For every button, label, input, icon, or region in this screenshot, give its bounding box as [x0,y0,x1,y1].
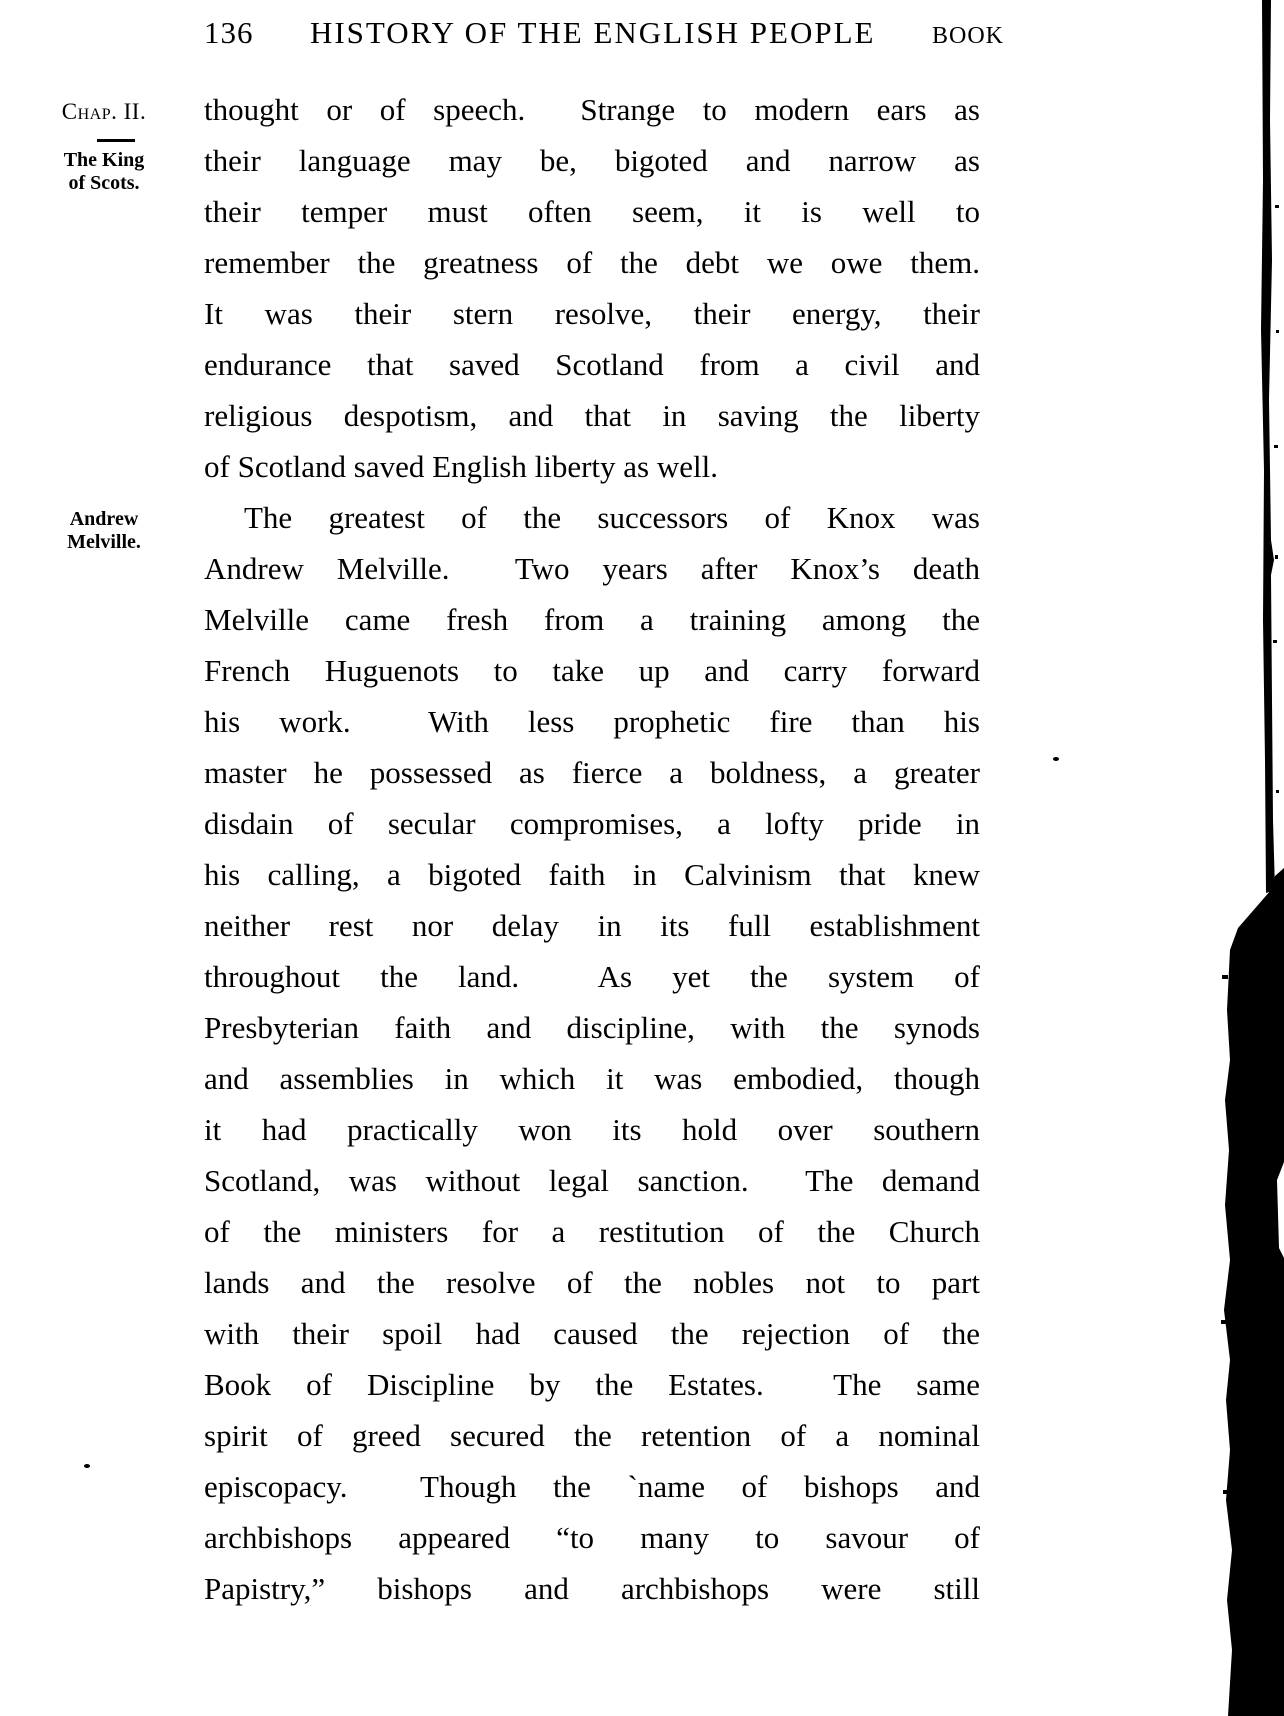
text-line: of the ministers for a restitution of the Church [204,1214,980,1249]
margin-note-line: Melville. [67,531,141,553]
text-line: It was their stern resolve, their energy, their [204,296,980,331]
margin-note-king-of-scots [46,149,162,195]
text-line: his calling, a bigoted faith in Calvinism that knew [204,857,980,892]
margin-note-andrew-melville [46,508,162,554]
text-line: it had practically won its hold over southern [204,1112,980,1147]
margin-note-chapter [46,100,162,123]
text-line: Book of Discipline by the Estates. The same [204,1367,980,1402]
text-line: lands and the resolve of the nobles not to part [204,1265,980,1300]
text-line: Presbyterian faith and discipline, with the synods [204,1010,980,1045]
header-book-label: BOOK [931,23,1004,49]
text-line: Melville came fresh from a training among the [204,602,980,637]
margin-note-line: Chap. II. [61,99,147,124]
text-line: with their spoil had caused the rejection of the [204,1316,980,1351]
margin-note-line: of Scots. [68,172,140,194]
text-line: of Scotland saved English liberty as well. [204,449,718,484]
text-line: their language may be, bigoted and narrow as [204,143,980,178]
text-line: religious despotism, and that in saving the liberty [204,398,980,433]
text-line: Scotland, was without legal sanction. The demand [204,1163,980,1198]
text-line: neither rest nor delay in its full establishment [204,908,980,943]
text-line: Papistry,” bishops and archbishops were still [204,1571,980,1606]
text-line: episcopacy. Though the `name of bishops and [204,1469,980,1504]
text-line: and assemblies in which it was embodied, though [204,1061,980,1096]
body-text [204,84,980,1614]
text-line: master he possessed as fierce a boldness, a greater [204,755,980,790]
text-line: thought or of speech. Strange to modern ears as [204,92,980,127]
text-line: their temper must often seem, it is well to [204,194,980,229]
text-line: Andrew Melville. Two years after Knox’s death [204,551,980,586]
chapter-note-rule [97,139,135,142]
text-line: remember the greatness of the debt we owe them. [204,245,980,280]
scan-gutter-artifact [1214,0,1284,1716]
ink-speck [1053,757,1059,761]
text-line: throughout the land. As yet the system of [204,959,980,994]
text-line: spirit of greed secured the retention of a nominal [204,1418,980,1453]
running-header [204,16,1004,53]
text-line: The greatest of the successors of Knox was [244,500,980,535]
page-number: 136 [204,15,254,50]
margin-note-line: Andrew [69,508,139,530]
text-line: archbishops appeared “to many to savour of [204,1520,980,1555]
text-line: disdain of secular compromises, a lofty pride in [204,806,980,841]
text-line: endurance that saved Scotland from a civil and [204,347,980,382]
ink-speck [84,1464,90,1468]
text-line: his work. With less prophetic fire than his [204,704,980,739]
text-line: French Huguenots to take up and carry forward [204,653,980,688]
header-title: HISTORY OF THE ENGLISH PEOPLE [309,15,876,50]
margin-note-line: The King [63,149,145,171]
